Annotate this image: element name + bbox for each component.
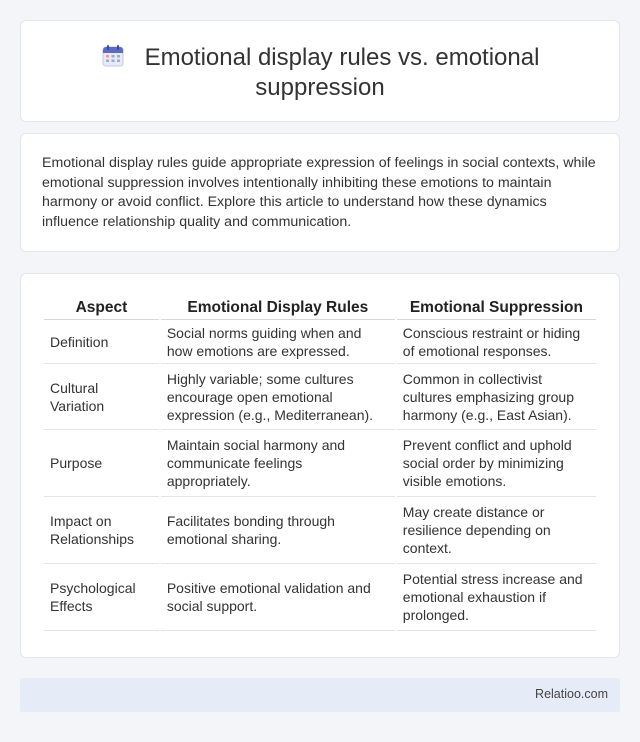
table-row (44, 564, 596, 631)
display-rules-cell: Maintain social harmony and communicate feelings appropriately. (161, 430, 395, 497)
display-rules-cell: Highly variable; some cultures encourage open emotional expression (e.g., Mediterranean). (161, 364, 395, 430)
intro-card (20, 133, 620, 252)
suppression-cell: Potential stress increase and emotional exhaustion if prolonged. (397, 564, 596, 631)
intro-paragraph: Emotional display rules guide appropriate expression of feelings in social contexts, while emotional suppression involves intentionally inhibiting these emotions to maintain harmony or avoid conflict. Explore this article to understand how these dynamics influence relationship quality and communication. (42, 155, 596, 230)
table-row (44, 364, 596, 430)
display-rules-cell: Positive emotional validation and social support. (161, 564, 395, 631)
suppression-cell: Common in collectivist cultures emphasizing group harmony (e.g., East Asian). (397, 364, 596, 430)
table-row (44, 497, 596, 564)
title-card (20, 20, 620, 122)
display-rules-cell: Facilitates bonding through emotional sharing. (161, 497, 395, 564)
suppression-cell: Conscious restraint or hiding of emotional responses. (397, 320, 596, 364)
page-title: Emotional display rules vs. emotional suppression (144, 44, 540, 101)
table-row (44, 430, 596, 497)
suppression-cell: Prevent conflict and uphold social order by minimizing visible emotions. (397, 430, 596, 497)
table-row (44, 320, 596, 364)
suppression-cell: May create distance or resilience depending on context. (397, 497, 596, 564)
aspect-cell: Psychological Effects (44, 564, 159, 631)
comparison-table (42, 296, 598, 631)
page-title-row (21, 43, 619, 103)
aspect-cell: Cultural Variation (44, 364, 159, 430)
aspect-cell: Impact on Relationships (44, 497, 159, 564)
footer-bar (20, 678, 620, 712)
display-rules-cell: Social norms guiding when and how emotions are expressed. (161, 320, 395, 364)
column-header-aspect: Aspect (44, 296, 159, 320)
column-header-suppression: Emotional Suppression (397, 296, 596, 320)
table-header-row (44, 296, 596, 320)
comparison-table-card (20, 273, 620, 658)
column-header-display-rules: Emotional Display Rules (161, 296, 395, 320)
footer-brand: Relatioo.com (535, 687, 608, 701)
aspect-cell: Purpose (44, 430, 159, 497)
calendar-icon (101, 44, 125, 68)
aspect-cell: Definition (44, 320, 159, 364)
